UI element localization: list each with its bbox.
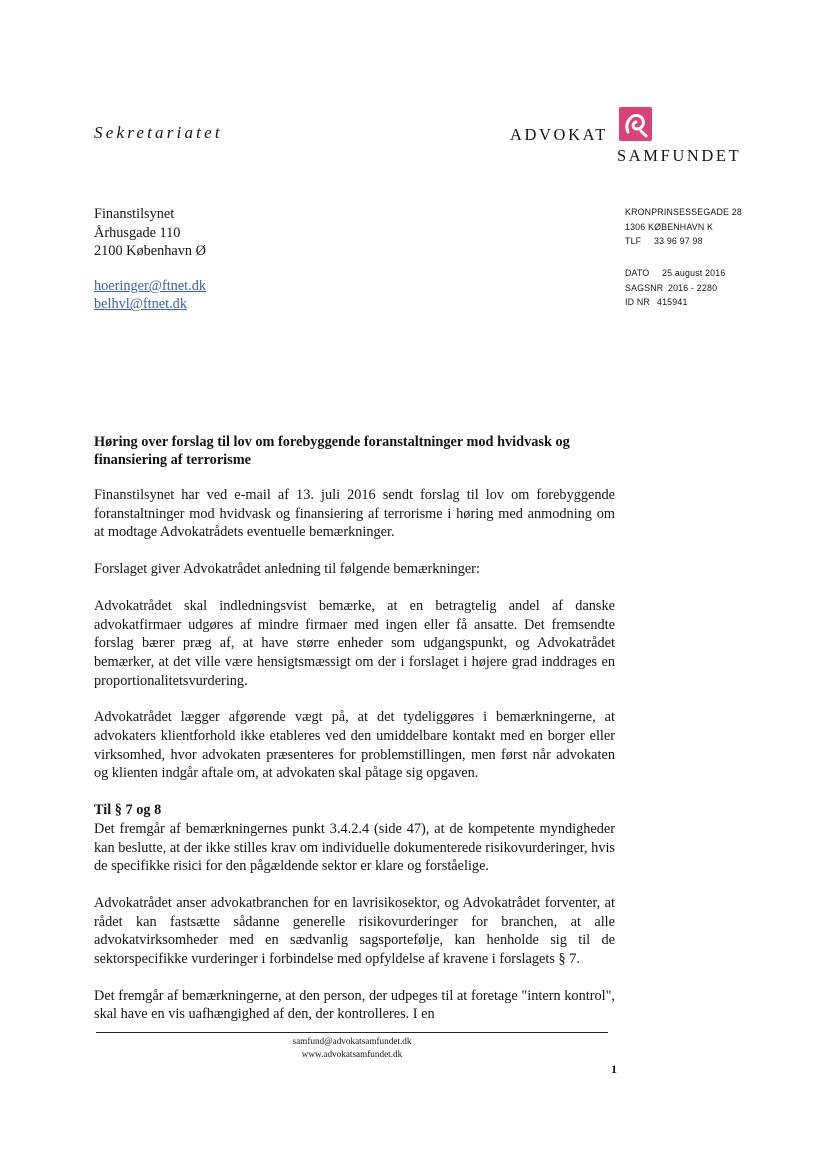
sender-city: 1306 KØBENHAVN K <box>625 221 714 232</box>
recipient-city: 2100 København Ø <box>94 243 206 259</box>
recipient-street: Århusgade 110 <box>94 224 181 241</box>
advokatsamfundet-logo-icon <box>619 107 652 141</box>
sender-phone <box>625 234 742 249</box>
paragraph: Advokatrådet skal indledningsvist bemærke, at en betragtelig andel af danske advokatfirmaer udgøres af mindre firmaer med ingen eller få ansatte. Det fremsendte forslag bærer præg af, at have større enheder som udgangspunkt, og Advokatrådet bemærker, at det ville være hensigtsmæssigt om der i forslaget i højere grad inddrages en proportionalitetsvurdering. <box>94 597 615 689</box>
letter-body <box>94 433 615 1024</box>
letter-meta <box>625 266 725 310</box>
date-label: DATO <box>625 268 650 278</box>
footer-website: www.advokatsamfundet.dk <box>301 1049 403 1059</box>
recipient-emails <box>94 277 206 313</box>
paragraph: Forslaget giver Advokatrådet anledning til følgende bemærkninger: <box>94 561 480 578</box>
paragraph: Advokatrådet anser advokatbranchen for en lavrisikosektor, og Advokatrådet forventer, at rådet kan fastsætte sådanne generelle risikovurderinger for branchen, at alle advokatvirksomheder med en sædvanlig sagsportefølje, kan henholde sig til de sektorspecifikke vurderinger i forbindelse med opfyldelse af kravene i forslagets § 7. <box>94 894 615 968</box>
paragraph: Det fremgår af bemærkningerne, at den person, der udpeges til at foretage "intern kontrol", skal have en vis uafhængighed af den, der kontrolleres. I en <box>94 987 615 1023</box>
section-paragraph <box>94 801 615 876</box>
footer-divider <box>96 1032 608 1033</box>
section-heading: Til § 7 og 8 <box>94 802 162 819</box>
sender-address <box>625 205 742 249</box>
section-text: Det fremgår af bemærkningernes punkt 3.4.2.4 (side 47), at de kompetente myndigheder kan beslutte, at der ikke stilles krav om individuelle dokumenterede risikovurderinger, hvis de specifikke risici for den pågældende sektor er klare og forståelige. <box>94 820 615 875</box>
email-link-hoeringer[interactable]: hoeringer@ftnet.dk <box>94 278 207 294</box>
sender-street: KRONPRINSESSEGADE 28 <box>625 207 742 217</box>
id-number-row <box>625 295 725 310</box>
page-number: 1 <box>611 1062 617 1076</box>
letter-subject: Høring over forslag til lov om forebyggende foranstaltninger mod hvidvask og finansiering af terrorisme <box>94 434 570 468</box>
recipient-address <box>94 205 206 261</box>
logo-text-advokat: ADVOKAT <box>510 125 608 144</box>
case-number-label: SAGSNR <box>625 282 664 293</box>
department-name: Sekretariatet <box>94 123 223 142</box>
logo-text-samfundet: SAMFUNDET <box>617 146 742 165</box>
phone-value: 33 96 97 98 <box>654 236 703 247</box>
phone-label: TLF <box>625 236 642 247</box>
date-row <box>625 266 725 281</box>
case-number-value: 2016 - 2280 <box>668 282 718 293</box>
id-number-label: ID NR <box>625 297 650 308</box>
paragraph: Advokatrådet lægger afgørende vægt på, at det tydeliggøres i bemærkningerne, at advokaters klientforhold ikke etableres ved den umiddelbare kontakt med en borger eller virksomhed, hvor advokaten præsenteres for problemstillingen, men først når advokaten og klienten indgår aftale om, at advokaten skal påtage sig opgaven. <box>94 709 615 782</box>
footer-email: samfund@advokatsamfundet.dk <box>292 1036 412 1046</box>
id-number-value: 415941 <box>657 297 688 308</box>
recipient-name: Finanstilsynet <box>94 206 175 222</box>
paragraph: Finanstilsynet har ved e-mail af 13. juli 2016 sendt forslag til lov om forebyggende foranstaltninger mod hvidvask og finansiering af terrorisme i høring med anmodning om at modtage Advokatrådets eventuelle bemærkninger. <box>94 487 615 541</box>
date-value: 25 august 2016 <box>662 268 726 278</box>
email-link-belhvl[interactable]: belhvl@ftnet.dk <box>94 296 187 312</box>
case-number-row <box>625 281 725 296</box>
footer <box>96 1035 608 1061</box>
